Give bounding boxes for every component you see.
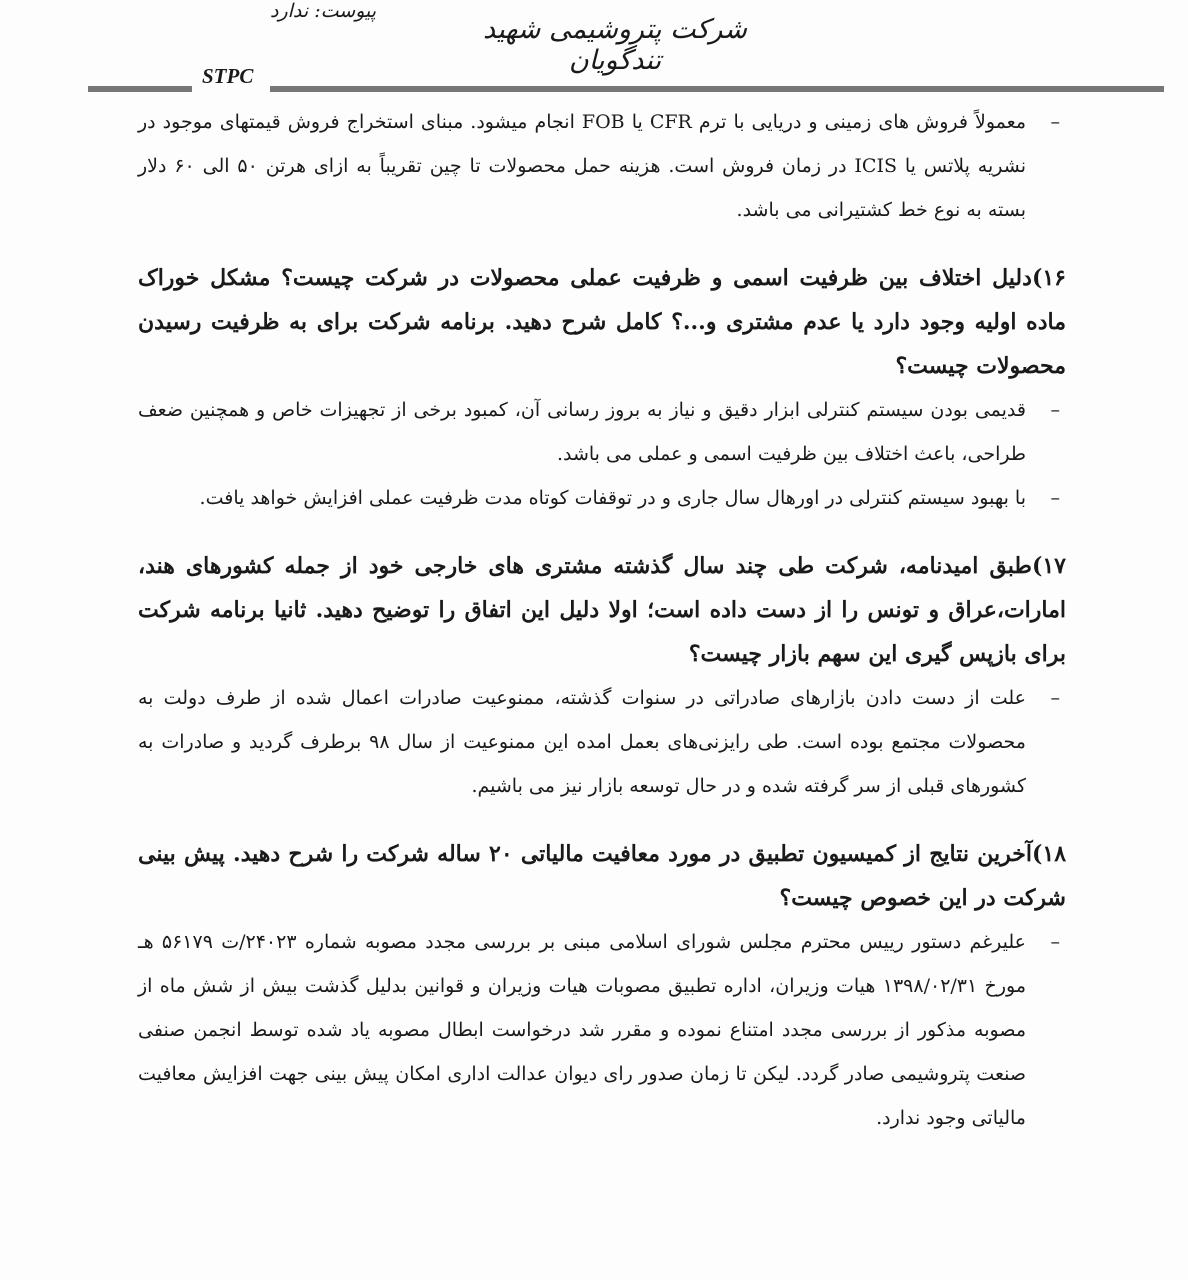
question-block <box>138 544 1066 808</box>
question-number: ۱۷) <box>1031 553 1066 579</box>
header-rule-left <box>88 86 192 92</box>
stpc-logo-text: STPC <box>202 64 254 88</box>
answer-item <box>138 388 1066 476</box>
company-name: شرکت پتروشیمی شهید تندگویان <box>483 14 747 76</box>
question-block <box>138 832 1066 1140</box>
question-number: ۱۸) <box>1031 841 1067 867</box>
answer-item <box>138 100 1066 232</box>
answer-text: علت از دست دادن بازارهای صادراتی در سنوات گذشته، ممنوعیت صادرات اعمال شده از طرف دولت به محصولات مجتمع بوده است. طی رایزنی‌های بعمل امده این ممنوعیت از سال ۹۸ برطرف گردید و صادرات به کشورهای قبلی از سر گرفته شده و در حال توسعه بازار نیز می باشیم. <box>138 687 1026 797</box>
dash-bullet-icon: – <box>1050 399 1060 421</box>
question-heading <box>138 832 1066 920</box>
question-text: آخرین نتایج از کمیسیون تطبیق در مورد معافیت مالیاتی ۲۰ ساله شرکت را شرح دهید. پیش بینی شرکت در این خصوص چیست؟ <box>138 841 1066 911</box>
answer-item <box>138 476 1066 520</box>
header-rule-right <box>270 86 1164 92</box>
dash-bullet-icon: – <box>1050 487 1060 509</box>
question-heading <box>138 544 1066 676</box>
dash-bullet-icon: – <box>1050 111 1060 133</box>
answer-item <box>138 676 1066 808</box>
answer-text: با بهبود سیستم کنترلی در اورهال سال جاری و در توقفات کوتاه مدت ظرفیت عملی افزایش خواهد یافت. <box>199 487 1026 509</box>
question-text: طبق امیدنامه، شرکت طی چند سال گذشته مشتری های خارجی خود از جمله کشورهای هند، امارات،عراق و تونس را از دست داده است؛ اولا دلیل این اتفاق را توضیح دهید. ثانیا برنامه شرکت برای بازپس گیری این سهم بازار چیست؟ <box>138 553 1066 667</box>
attachment-note: پیوست: ندارد <box>270 0 377 22</box>
question-heading <box>138 256 1066 388</box>
dash-bullet-icon: – <box>1050 687 1060 709</box>
answer-item <box>138 920 1066 1140</box>
letterhead <box>0 0 1188 100</box>
question-number: ۱۶) <box>1031 265 1066 291</box>
answer-text: قدیمی بودن سیستم کنترلی ابزار دقیق و نیاز به بروز رسانی آن، کمبود برخی از تجهیزات خاص و همچنین ضعف طراحی، باعث اختلاف بین ظرفیت اسمی و عملی می باشد. <box>138 399 1026 465</box>
question-block <box>138 256 1066 520</box>
question-text: دلیل اختلاف بین ظرفیت اسمی و ظرفیت عملی محصولات در شرکت چیست؟ مشکل خوراک ماده اولیه وجود دارد یا عدم مشتری و...؟ کامل شرح دهید. برنامه شرکت برای به ظرفیت رسیدن محصولات چیست؟ <box>138 265 1066 379</box>
document-body <box>138 100 1066 1140</box>
answer-text: علیرغم دستور رییس محترم مجلس شورای اسلامی مبنی بر بررسی مجدد مصوبه شماره ۲۴۰۲۳/ت ۵۶۱۷۹ هـ مورخ ۱۳۹۸/۰۲/۳۱ هیات وزیران، اداره تطبیق مصوبات هیات وزیران و قوانین بدلیل گذشت بیش از شش ماه از مصوبه مذکور از بررسی مجدد امتناع نموده و مقرر شد درخواست ابطال مصوبه یاد شده توسط انجمن صنفی صنعت پتروشیمی صادر گردد. لیکن تا زمان صدور رای دیوان عدالت اداری امکان پیش بینی جهت افزایش معافیت مالیاتی وجود ندارد. <box>138 931 1026 1129</box>
dash-bullet-icon: – <box>1050 931 1060 953</box>
answer-text: معمولاً فروش های زمینی و دریایی با ترم CFR یا FOB انجام میشود. مبنای استخراج فروش قیمتهای موجود در نشریه پلاتس یا ICIS در زمان فروش است. هزینه حمل محصولات تا چین تقریباً به ازای هرتن ۵۰ الی ۶۰ دلار بسته به نوع خط کشتیرانی می باشد. <box>138 111 1027 221</box>
answer-block <box>138 100 1066 232</box>
